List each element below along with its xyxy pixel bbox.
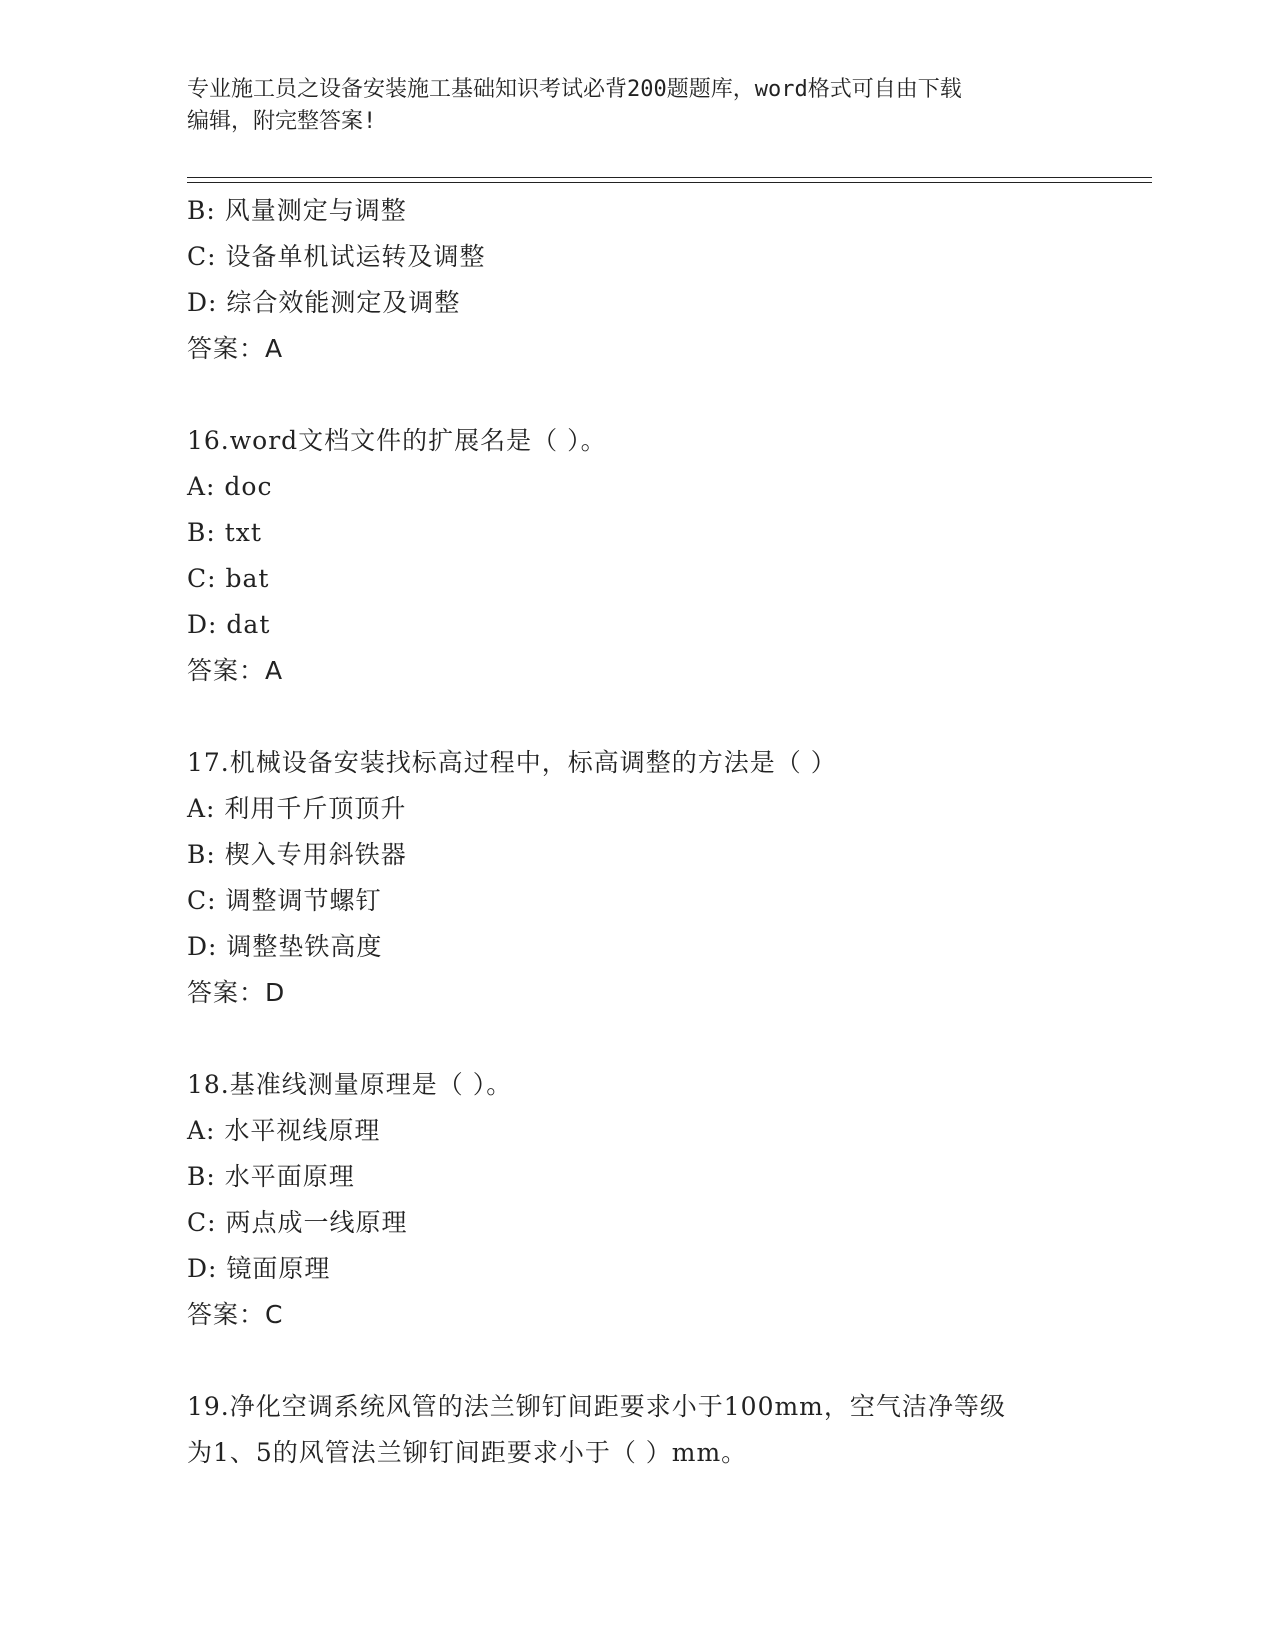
question-stem: 17.机械设备安装找标高过程中，标高调整的方法是（ ）: [187, 748, 837, 777]
option-b: B: 水平面原理: [187, 1162, 355, 1191]
option-d: D: 镜面原理: [187, 1254, 331, 1283]
header-line-2: 编辑，附完整答案!: [187, 109, 377, 134]
answer-line: 答案：A: [187, 334, 284, 363]
question-stem: 18.基准线测量原理是（ ）。: [187, 1070, 513, 1099]
spacer: [187, 372, 1087, 418]
question-18: [187, 1062, 1087, 1338]
document-header: [187, 74, 1067, 138]
option-a: A: 利用千斤顶顶升: [187, 794, 407, 823]
spacer: [187, 1016, 1087, 1062]
spacer: [187, 1338, 1087, 1384]
spacer: [187, 694, 1087, 740]
previous-question-tail: [187, 188, 1087, 372]
header-rule-bottom: [187, 182, 1152, 183]
option-d: D: dat: [187, 610, 271, 639]
question-16: [187, 418, 1087, 694]
option-d: D: 调整垫铁高度: [187, 932, 383, 961]
question-stem-line-2: 为1、5的风管法兰铆钉间距要求小于（ ）mm。: [187, 1438, 748, 1467]
option-b: B: txt: [187, 518, 262, 547]
option-d: D: 综合效能测定及调整: [187, 288, 461, 317]
option-a: A: doc: [187, 472, 273, 501]
option-b: B: 楔入专用斜铁器: [187, 840, 407, 869]
option-c: C: 两点成一线原理: [187, 1208, 408, 1237]
question-stem-line-1: 19.净化空调系统风管的法兰铆钉间距要求小于100mm，空气洁净等级: [187, 1392, 1006, 1421]
document-body: [187, 188, 1087, 1476]
header-line-1: 专业施工员之设备安装施工基础知识考试必背200题题库，word格式可自由下载: [187, 77, 962, 102]
option-c: C: bat: [187, 564, 270, 593]
option-c: C: 设备单机试运转及调整: [187, 242, 486, 271]
answer-line: 答案：A: [187, 656, 284, 685]
header-rule-top: [187, 177, 1152, 178]
option-a: A: 水平视线原理: [187, 1116, 381, 1145]
question-17: [187, 740, 1087, 1016]
answer-line: 答案：C: [187, 1300, 284, 1329]
question-19: [187, 1384, 1087, 1476]
question-stem: 16.word文档文件的扩展名是（ ）。: [187, 426, 607, 455]
option-b: B: 风量测定与调整: [187, 196, 407, 225]
answer-line: 答案：D: [187, 978, 286, 1007]
option-c: C: 调整调节螺钉: [187, 886, 382, 915]
